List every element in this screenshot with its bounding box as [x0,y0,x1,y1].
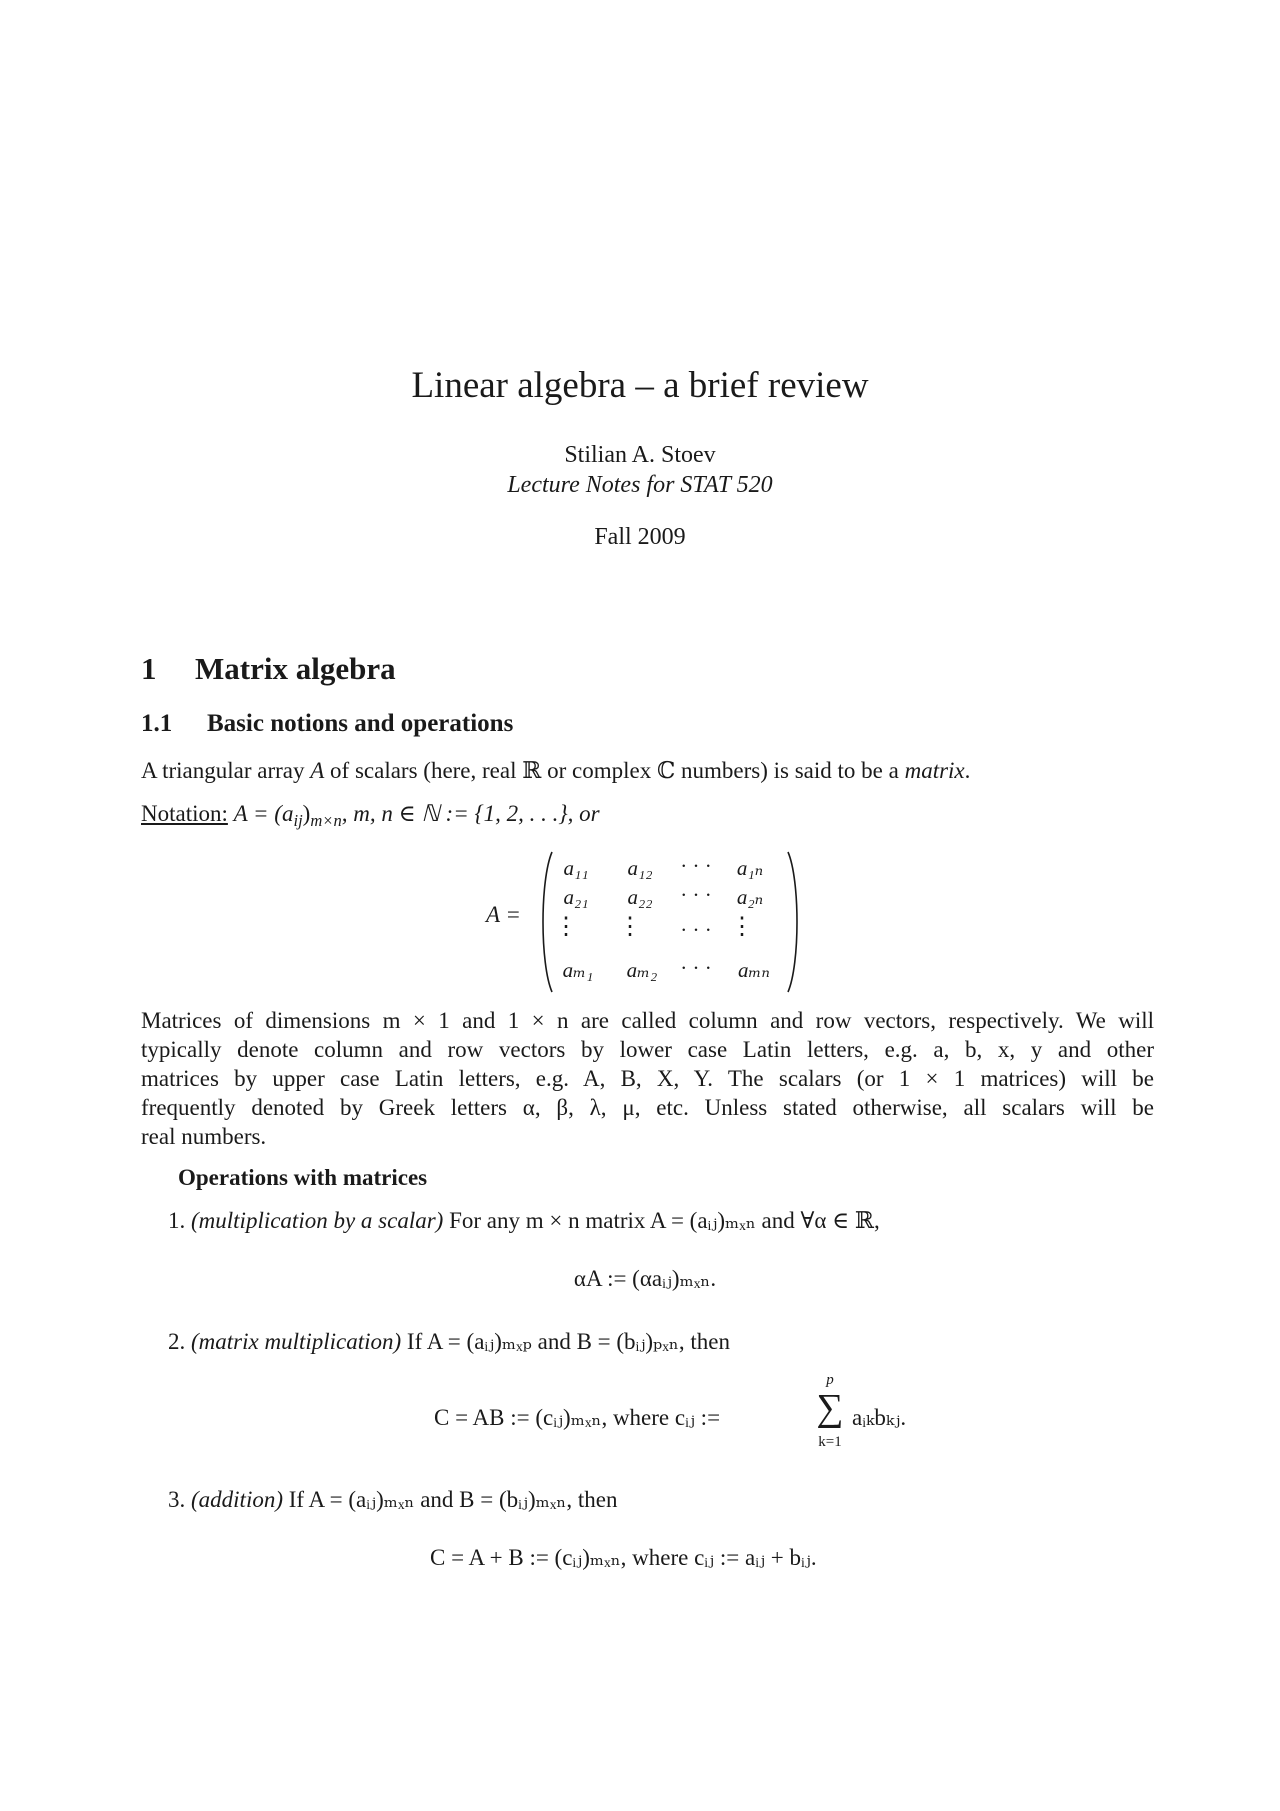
notation-sub-mn: m×n [310,810,342,830]
item-text: For any m × n matrix A = (aᵢⱼ)ₘₓₙ and ∀α ∈ ℝ, [443,1208,880,1233]
item-number: 2. [168,1329,186,1354]
matrix-cell: ⋮ [618,914,642,940]
notation-formula-start: A = (a [233,801,294,826]
paragraph-line: matrices by upper case Latin letters, e.g. A, B, X, Y. The scalars (or 1 × 1 matrices) will be [141,1066,1154,1091]
subsection-title: Basic notions and operations [207,710,514,737]
intro-text-before: A triangular array [141,758,311,783]
equation-addition: C = A + B := (cᵢⱼ)ₘₓₙ, where cᵢⱼ := aᵢⱼ + bᵢⱼ. [430,1545,817,1570]
matrix-cell: ⋮ [554,914,578,940]
matrix-cell: ⋮ [730,914,754,940]
matrix-cell: · · · [680,883,712,907]
intro-var: A [310,758,325,783]
notation-label: Notation: [141,801,228,826]
author-name: Stilian A. Stoev [564,442,716,468]
section-title: Matrix algebra [195,651,396,686]
intro-text-middle: of scalars (here, real ℝ or complex ℂ numbers) is said to be a [324,758,905,783]
matrix-cell: a₁ₙ [736,856,764,880]
paragraph-line: real numbers. [141,1124,267,1149]
item-text: If A = (aᵢⱼ)ₘₓₚ and B = (bᵢⱼ)ₚₓₙ, then [401,1329,730,1354]
item-label: (addition) [191,1487,283,1512]
item-number: 3. [168,1487,186,1512]
sum-symbol: ∑ [816,1387,844,1429]
sum-term: aᵢₖbₖⱼ. [852,1405,907,1430]
section-heading [141,651,396,687]
summation [810,1372,850,1452]
sum-lower-limit: k=1 [818,1434,842,1450]
matrix-cell: aₘ₂ [626,958,658,982]
matrix-display [486,850,806,994]
notation-rest: , m, n ∈ ℕ := {1, 2, . . .}, or [341,801,600,826]
matrix-cell: a₁₁ [563,856,589,880]
matrix-cell: · · · [680,918,712,942]
matrix-cell: a₁₂ [627,856,653,880]
right-parenthesis [786,850,802,994]
subsection-number: 1.1 [141,710,173,737]
matrix-cell: aₘₙ [738,958,770,982]
item-label: (multiplication by a scalar) [191,1208,444,1233]
body-paragraph [141,1006,1154,1151]
matrix-cell: aₘ₁ [562,958,594,982]
paragraph-line: typically denote column and row vectors by lower case Latin letters, e.g. a, b, x, y and other [141,1037,1154,1062]
item-text: If A = (aᵢⱼ)ₘₓₙ and B = (bᵢⱼ)ₘₓₙ, then [283,1487,618,1512]
matrix-cell: · · · [680,854,712,878]
matrix-cell: a₂₁ [563,885,589,909]
matrix-cell: a₂ₙ [736,885,764,909]
operation-item-multiplication [168,1329,730,1355]
paper-title: Linear algebra – a brief review [411,365,869,406]
operation-item-scalar [168,1208,880,1234]
course-line: Lecture Notes for STAT 520 [507,472,773,498]
matrix-cell: a₂₂ [627,885,653,909]
intro-text-end: . [964,758,971,783]
equation-scalar: αA := (αaᵢⱼ)ₘₓₙ. [573,1266,717,1291]
item-number: 1. [168,1208,186,1233]
equation-multiplication: C = AB := (cᵢⱼ)ₘₓₙ, where cᵢⱼ := [434,1405,721,1430]
sum-upper-limit: p [826,1372,834,1388]
matrix-cell: · · · [680,956,712,980]
intro-sentence [141,758,970,784]
notation-line: Notation: $A = (a_{ij})_{m\times n}$, m, n ∈ ℕ := {1, 2, . . .}, or [141,801,600,830]
subsection-heading [141,710,513,738]
operations-heading: Operations with matrices [178,1165,428,1190]
date-line: Fall 2009 [594,524,686,550]
matrix-lhs: A = [486,902,521,927]
intro-emphasis: matrix [904,758,965,783]
section-number: 1 [141,651,157,686]
paragraph-line: Matrices of dimensions m × 1 and 1 × n are called column and row vectors, respectively. We will [141,1008,1154,1033]
notation-sub-ij: ij [293,810,303,830]
paragraph-line: frequently denoted by Greek letters α, β, λ, μ, etc. Unless stated otherwise, all scalars will be [141,1095,1154,1120]
item-label: (matrix multiplication) [191,1329,402,1354]
operation-item-addition [168,1487,617,1513]
